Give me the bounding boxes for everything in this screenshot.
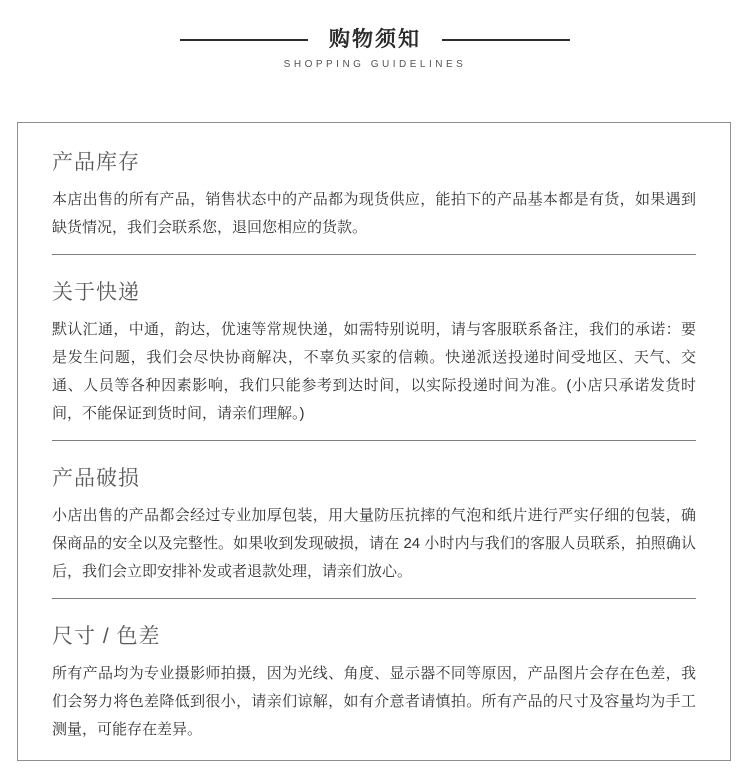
section-size-color-difference	[52, 599, 696, 756]
page-subtitle: SHOPPING GUIDELINES	[283, 59, 467, 70]
section-body: 小店出售的产品都会经过专业加厚包装，用大量防压抗摔的气泡和纸片进行严实仔细的包装，确保商品的安全以及完整性。如果收到发现破损，请在 24 小时内与我们的客服人员联系，拍照确认后，我们会立即安排补发或者退款处理，请亲们放心。	[52, 507, 696, 580]
header-left-line	[180, 39, 308, 41]
section-title: 产品库存	[52, 151, 140, 174]
guidelines-box	[17, 122, 731, 761]
section-product-inventory	[52, 125, 696, 254]
section-about-delivery	[52, 255, 696, 440]
section-body: 本店出售的所有产品，销售状态中的产品都为现货供应，能拍下的产品基本都是有货，如果遇到缺货情况，我们会联系您，退回您相应的货款。	[52, 191, 696, 236]
header-title-row	[0, 27, 750, 53]
section-product-damage	[52, 441, 696, 598]
section-title: 产品破损	[52, 467, 140, 490]
section-body: 所有产品均为专业摄影师拍摄，因为光线、角度、显示器不同等原因，产品图片会存在色差，我们会努力将色差降低到很小，请亲们谅解，如有介意者请慎拍。所有产品的尺寸及容量均为手工测量，可能存在差异。	[52, 665, 696, 738]
page-title: 购物须知	[329, 28, 421, 51]
header-right-line	[442, 39, 570, 41]
page-header	[0, 0, 750, 70]
section-body: 默认汇通，中通，韵达，优速等常规快递，如需特别说明，请与客服联系备注，我们的承诺：要是发生问题，我们会尽快协商解决，不辜负买家的信赖。快递派送投递时间受地区、天气、交通、人员等各种因素影响，我们只能参考到达时间，以实际投递时间为准。(小店只承诺发货时间，不能保证到货时间，请亲们理解。)	[52, 321, 696, 422]
section-title: 尺寸 / 色差	[52, 625, 161, 648]
section-title: 关于快递	[52, 281, 140, 304]
